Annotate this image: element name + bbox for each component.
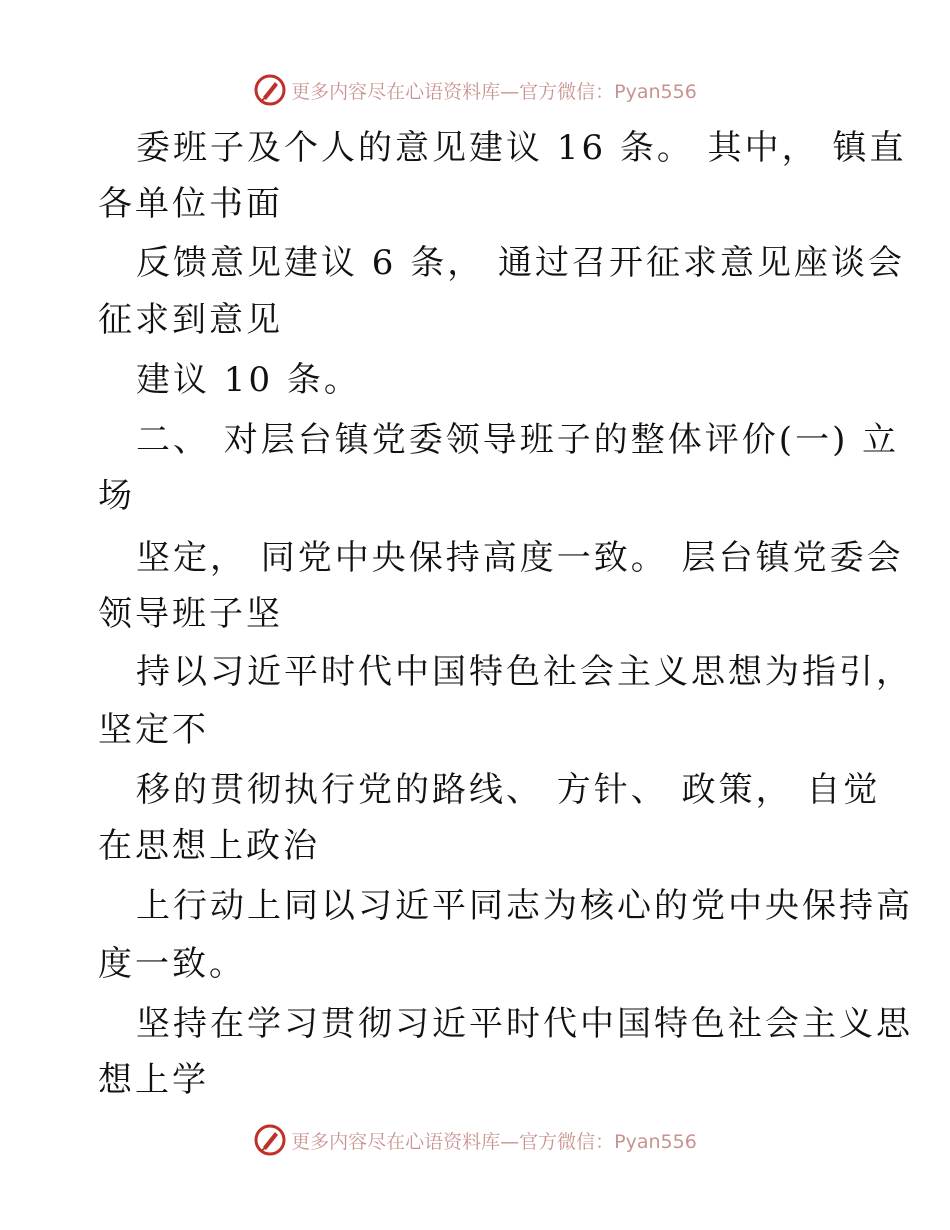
footer-watermark-text: 更多内容尽在心语资料库—官方微信：Pyan556 <box>291 1130 697 1153</box>
body-line: 坚持在学习贯彻习近平时代中国特色社会主义思 <box>136 1004 913 1044</box>
body-line: 移的贯彻执行党的路线、 方针、 政策， 自觉 <box>136 770 881 810</box>
body-line: 坚定， 同党中央保持高度一致。 层台镇党委会 <box>136 538 904 578</box>
body-line: 坚定不 <box>98 710 209 750</box>
section-heading: 二、 对层台镇党委领导班子的整体评价(一) 立 <box>136 420 900 460</box>
body-line: 领导班子坚 <box>98 594 283 634</box>
body-line: 场 <box>98 476 135 516</box>
body-line: 度一致。 <box>98 944 246 984</box>
body-line: 征求到意见 <box>98 300 283 340</box>
header-watermark-text: 更多内容尽在心语资料库—官方微信：Pyan556 <box>291 80 697 103</box>
body-line: 在思想上政治 <box>98 826 320 866</box>
header-watermark <box>0 70 950 110</box>
footer-watermark <box>0 1120 950 1160</box>
body-line: 委班子及个人的意见建议 16 条。 其中， 镇直 <box>136 128 907 168</box>
body-line: 建议 10 条。 <box>136 360 361 400</box>
body-line: 反馈意见建议 6 条， 通过召开征求意见座谈会 <box>136 243 906 283</box>
body-line: 上行动上同以习近平同志为核心的党中央保持高 <box>136 886 913 926</box>
pen-seal-icon <box>253 73 287 107</box>
body-line: 各单位书面 <box>98 184 283 224</box>
pen-seal-icon <box>253 1123 287 1157</box>
body-line: 想上学 <box>98 1060 209 1100</box>
body-line: 持以习近平时代中国特色社会主义思想为指引， <box>136 652 913 692</box>
